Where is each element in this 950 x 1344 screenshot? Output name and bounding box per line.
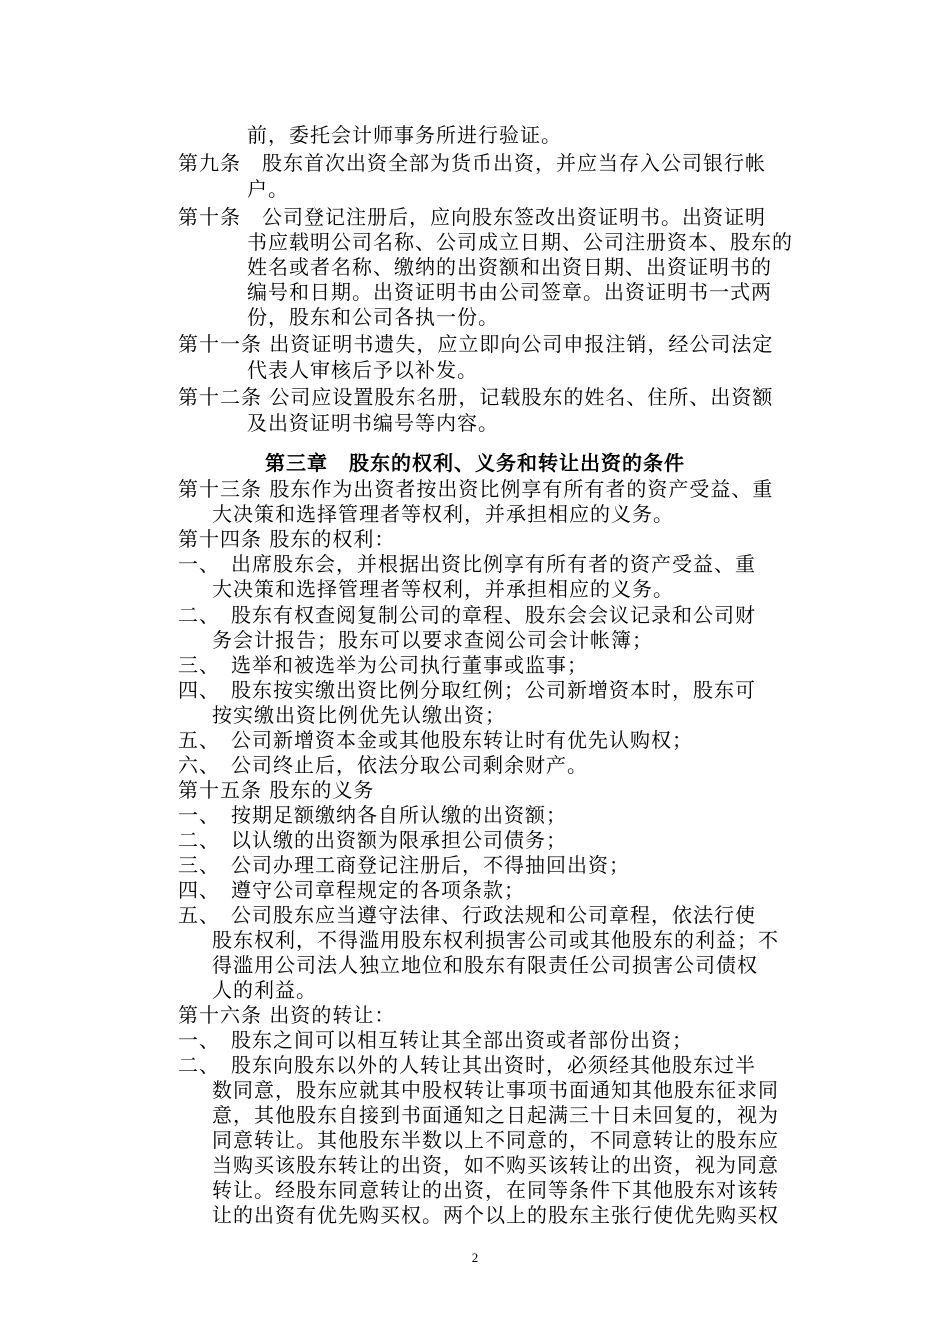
chapter-title: 第三章 股东的权利、义务和转让出资的条件 [265,451,685,475]
text-line: 同意转让。其他股东半数以上不同意的，不同意转让的股东应 [212,1128,779,1152]
text-line: 一、 按期足额缴纳各自所认缴的出资额； [178,803,567,827]
text-line: 三、 选举和被选举为公司执行董事或监事； [178,653,588,677]
text-line: 第十五条 股东的义务 [178,778,375,802]
text-line: 姓名或者名称、缴纳的出资额和出资日期、出资证明书的 [247,255,772,279]
text-line: 二、 股东有权查阅复制公司的章程、股东会会议记录和公司财 [178,603,756,627]
text-line: 按实缴出资比例优先认缴出资； [212,703,506,727]
text-line: 第九条 股东首次出资全部为货币出资，并应当存入公司银行帐 [178,151,766,175]
text-line: 股东权利，不得滥用股东权利损害公司或其他股东的利益；不 [212,928,779,952]
text-line: 五、 公司新增资本金或其他股东转让时有优先认购权； [178,728,693,752]
text-line: 二、 股东向股东以外的人转让其出资时，必须经其他股东过半 [178,1053,756,1077]
text-line: 及出资证明书编号等内容。 [247,411,499,435]
text-line: 四、 遵守公司章程规定的各项条款； [178,878,525,902]
text-line: 前，委托会计师事务所进行验证。 [247,123,562,147]
text-line: 六、 公司终止后，依法分取公司剩余财产。 [178,753,588,777]
text-line: 一、 出席股东会，并根据出资比例享有所有者的资产受益、重 [178,552,756,576]
text-line: 第十二条 公司应设置股东名册，记载股东的姓名、住所、出资额 [178,385,774,409]
text-line: 第十四条 股东的权利： [178,527,396,551]
text-line: 第十条 公司登记注册后，应向股东签改出资证明书。出资证明 [178,205,766,229]
text-line: 得滥用公司法人独立地位和股东有限责任公司损害公司债权 [212,953,758,977]
text-line: 当购买该股东转让的出资，如不购买该转让的出资，视为同意 [212,1153,779,1177]
text-line: 数同意，股东应就其中股权转让事项书面通知其他股东征求同 [212,1078,779,1102]
text-line: 第十六条 出资的转让： [178,1003,396,1027]
text-line: 第十三条 股东作为出资者按出资比例享有所有者的资产受益、重 [178,477,774,501]
text-line: 一、 股东之间可以相互转让其全部出资或者部份出资； [178,1028,693,1052]
text-line: 务会计报告；股东可以要求查阅公司会计帐簿； [212,628,653,652]
page-number: 2 [471,1250,479,1265]
text-line: 意，其他股东自接到书面通知之日起满三十日未回复的，视为 [212,1103,779,1127]
text-line: 让的出资有优先购买权。两个以上的股东主张行使优先购买权 [212,1203,779,1227]
text-line: 三、 公司办理工商登记注册后，不得抽回出资； [178,853,630,877]
text-line: 五、 公司股东应当遵守法律、行政法规和公司章程，依法行使 [178,903,756,927]
text-line: 户。 [247,177,289,201]
text-line: 代表人审核后予以补发。 [247,358,478,382]
text-line: 二、 以认缴的出资额为限承担公司债务； [178,828,567,852]
text-line: 人的利益。 [212,978,317,1002]
text-line: 书应载明公司名称、公司成立日期、公司注册资本、股东的 [247,230,793,254]
text-line: 大决策和选择管理者等权利，并承担相应的义务。 [212,502,674,526]
text-line: 四、 股东按实缴出资比例分取红例；公司新增资本时，股东可 [178,678,756,702]
text-line: 转让。经股东同意转让的出资，在同等条件下其他股东对该转 [212,1178,779,1202]
text-line: 大决策和选择管理者等权利，并承担相应的义务。 [212,577,674,601]
text-line: 第十一条 出资证明书遗失，应立即向公司申报注销，经公司法定 [178,332,774,356]
text-line: 编号和日期。出资证明书由公司签章。出资证明书一式两 [247,280,772,304]
text-line: 份，股东和公司各执一份。 [247,305,499,329]
